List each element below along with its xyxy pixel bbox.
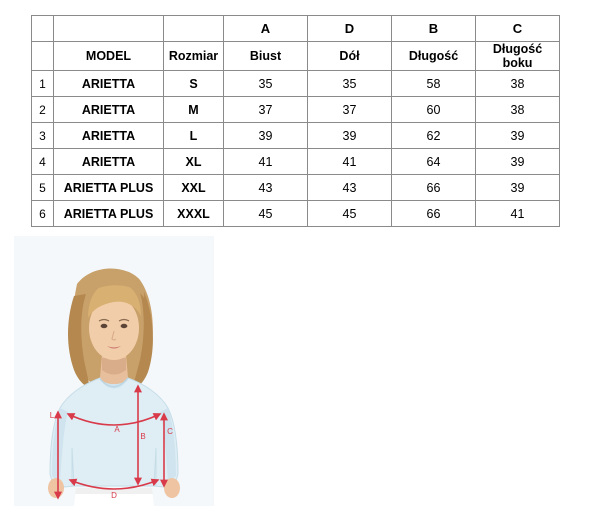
- row-model: ARIETTA PLUS: [54, 201, 164, 227]
- header-dlugosc-boku: Długość boku: [476, 42, 560, 71]
- row-dlugosc: 64: [392, 149, 476, 175]
- row-dlugosc: 58: [392, 71, 476, 97]
- row-dlugosc: 66: [392, 201, 476, 227]
- row-model: ARIETTA: [54, 71, 164, 97]
- row-dlugosc: 66: [392, 175, 476, 201]
- header-letter-a: A: [224, 16, 308, 42]
- row-dlugosc: 62: [392, 123, 476, 149]
- header-dlugosc: Długość: [392, 42, 476, 71]
- row-index: 5: [32, 175, 54, 201]
- table-row-headers: [32, 42, 560, 71]
- row-biust: 45: [224, 201, 308, 227]
- measure-label-a: A: [114, 425, 120, 434]
- header-dol: Dół: [308, 42, 392, 71]
- header-letter-b: B: [392, 16, 476, 42]
- cell-empty-model: [54, 16, 164, 42]
- header-letter-d: D: [308, 16, 392, 42]
- row-size: L: [164, 123, 224, 149]
- row-index: 3: [32, 123, 54, 149]
- measure-label-d: D: [111, 491, 117, 500]
- header-model: MODEL: [54, 42, 164, 71]
- row-model: ARIETTA: [54, 123, 164, 149]
- row-dol: 45: [308, 201, 392, 227]
- row-dlugosc-boku: 38: [476, 97, 560, 123]
- row-size: XXL: [164, 175, 224, 201]
- measurement-diagram-photo: [14, 236, 214, 506]
- header-letter-c: C: [476, 16, 560, 42]
- row-dol: 35: [308, 71, 392, 97]
- row-model: ARIETTA: [54, 149, 164, 175]
- cell-empty-index: [32, 16, 54, 42]
- table-row: [32, 71, 560, 97]
- row-index: 4: [32, 149, 54, 175]
- measure-label-l: L: [49, 411, 55, 420]
- row-size: XXXL: [164, 201, 224, 227]
- row-index: 2: [32, 97, 54, 123]
- row-size: XL: [164, 149, 224, 175]
- measure-label-c: C: [167, 427, 173, 436]
- row-biust: 39: [224, 123, 308, 149]
- header-rozmiar: Rozmiar: [164, 42, 224, 71]
- table-row: [32, 123, 560, 149]
- table-row-letters: [32, 16, 560, 42]
- row-model: ARIETTA: [54, 97, 164, 123]
- row-biust: 41: [224, 149, 308, 175]
- row-dlugosc-boku: 39: [476, 123, 560, 149]
- row-dlugosc-boku: 39: [476, 175, 560, 201]
- row-dlugosc-boku: 39: [476, 149, 560, 175]
- row-dol: 41: [308, 149, 392, 175]
- row-biust: 37: [224, 97, 308, 123]
- table-row: [32, 149, 560, 175]
- header-biust: Biust: [224, 42, 308, 71]
- row-dol: 39: [308, 123, 392, 149]
- table-row: [32, 201, 560, 227]
- cell-empty-size: [164, 16, 224, 42]
- table-row: [32, 175, 560, 201]
- row-index: 1: [32, 71, 54, 97]
- row-dlugosc-boku: 41: [476, 201, 560, 227]
- header-index: [32, 42, 54, 71]
- row-dol: 43: [308, 175, 392, 201]
- row-index: 6: [32, 201, 54, 227]
- row-biust: 43: [224, 175, 308, 201]
- row-dlugosc-boku: 38: [476, 71, 560, 97]
- row-dol: 37: [308, 97, 392, 123]
- row-dlugosc: 60: [392, 97, 476, 123]
- row-size: M: [164, 97, 224, 123]
- row-size: S: [164, 71, 224, 97]
- table-row: [32, 97, 560, 123]
- measure-label-b: B: [140, 432, 146, 441]
- row-biust: 35: [224, 71, 308, 97]
- row-model: ARIETTA PLUS: [54, 175, 164, 201]
- size-chart-table: [31, 15, 560, 227]
